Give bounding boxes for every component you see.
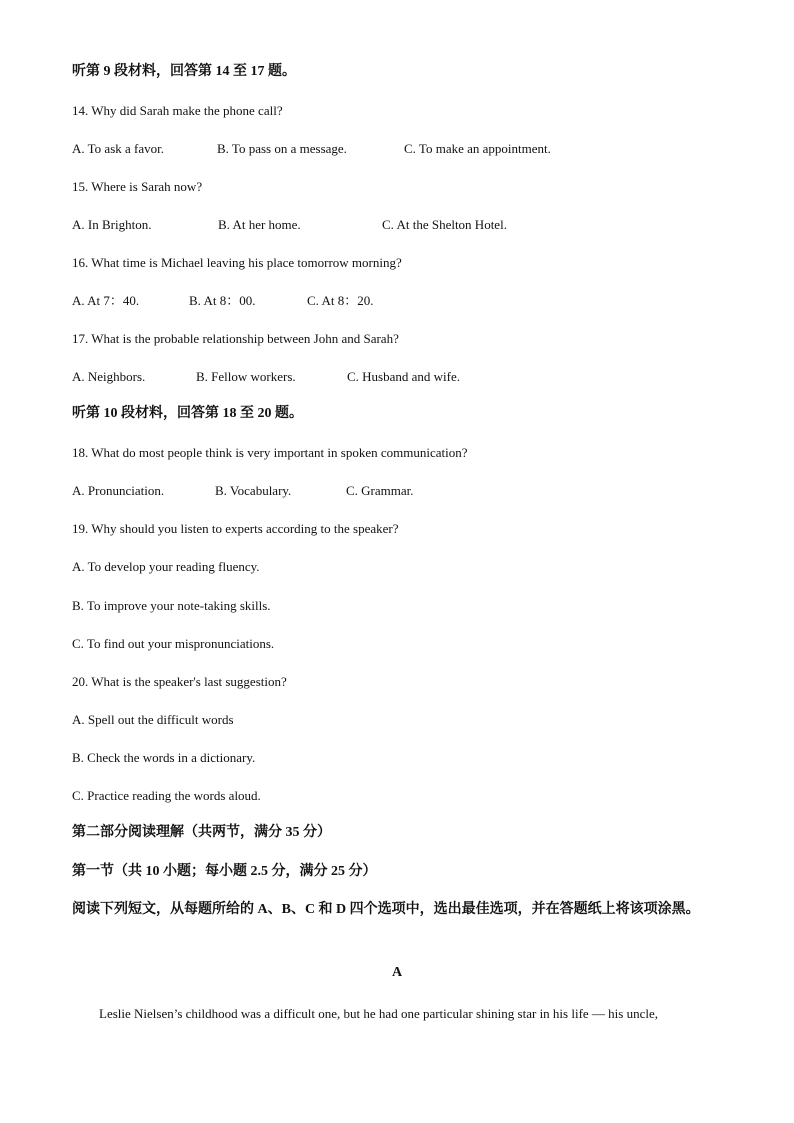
- q19-stem: 19. Why should you listen to experts according to the speaker?: [72, 521, 399, 536]
- q19-option-b: B. To improve your note-taking skills.: [72, 598, 271, 613]
- q20-stem: 20. What is the speaker's last suggestion?: [72, 674, 287, 689]
- q18-option-b: B. Vocabulary.: [215, 483, 292, 498]
- part2-heading: 第二部分阅读理解（共两节，满分 35 分）: [72, 825, 331, 840]
- q18-option-c: C. Grammar.: [346, 483, 414, 498]
- q16-option-c: C. At 8：20.: [307, 293, 374, 308]
- section1-heading: 第一节（共 10 小题；每小题 2.5 分，满分 25 分）: [72, 864, 377, 879]
- q17-option-b: B. Fellow workers.: [196, 369, 296, 384]
- q17-option-c: C. Husband and wife.: [347, 369, 461, 384]
- passage-label: A: [391, 965, 403, 980]
- reading-instructions: 阅读下列短文，从每题所给的 A、B、C 和 D 四个选项中，选出最佳选项，并在答题纸上将该项涂黑。: [72, 902, 700, 917]
- section9-heading: 听第 9 段材料，回答第 14 至 17 题。: [72, 64, 296, 79]
- q14-stem: 14. Why did Sarah make the phone call?: [72, 103, 283, 118]
- q17-option-a: A. Neighbors.: [72, 369, 146, 384]
- q19-option-a: A. To develop your reading fluency.: [72, 559, 260, 574]
- q15-option-a: A. In Brighton.: [72, 217, 152, 232]
- q14-option-a: A. To ask a favor.: [72, 141, 164, 156]
- q20-option-b: B. Check the words in a dictionary.: [72, 750, 256, 765]
- q14-option-b: B. To pass on a message.: [217, 141, 347, 156]
- q20-option-c: C. Practice reading the words aloud.: [72, 788, 261, 803]
- q15-option-c: C. At the Shelton Hotel.: [382, 217, 507, 232]
- q15-stem: 15. Where is Sarah now?: [72, 179, 203, 194]
- section10-heading: 听第 10 段材料，回答第 18 至 20 题。: [72, 406, 303, 421]
- q18-stem: 18. What do most people think is very important in spoken communication?: [72, 445, 468, 460]
- q17-stem: 17. What is the probable relationship between John and Sarah?: [72, 331, 399, 346]
- q16-option-b: B. At 8：00.: [189, 293, 256, 308]
- q16-stem: 16. What time is Michael leaving his place tomorrow morning?: [72, 255, 402, 270]
- q20-option-a: A. Spell out the difficult words: [72, 712, 234, 727]
- q16-option-a: A. At 7：40.: [72, 293, 140, 308]
- q18-option-a: A. Pronunciation.: [72, 483, 165, 498]
- q15-option-b: B. At her home.: [218, 217, 301, 232]
- q19-option-c: C. To find out your mispronunciations.: [72, 636, 275, 651]
- passage-first-line: Leslie Nielsen’s childhood was a difficult one, but he had one particular shining star in his life — his uncle,: [99, 1006, 658, 1021]
- q14-option-c: C. To make an appointment.: [404, 141, 551, 156]
